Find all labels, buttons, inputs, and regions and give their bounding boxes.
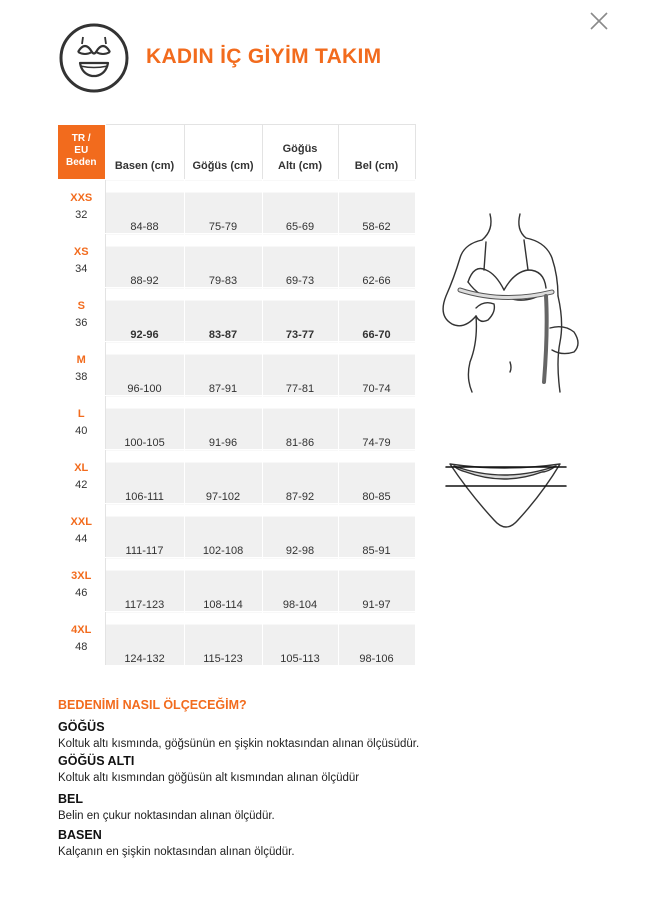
howto-desc: Koltuk altı kısmından göğüsün alt kısmından alınan ölçüdür (58, 772, 360, 784)
size-number: 36 (75, 317, 88, 329)
size-code: M (76, 354, 86, 366)
howto-item-gogus-alti (58, 754, 359, 784)
size-number: 38 (75, 371, 88, 383)
size-cell (58, 288, 105, 342)
size-number: 44 (75, 533, 88, 545)
basen-value: 92-96 (105, 288, 184, 342)
gogus-value: 87-91 (184, 342, 262, 396)
gogus-alti-value: 92-98 (262, 504, 338, 558)
howto-desc: Belin en çukur noktasından alınan ölçüdür. (58, 810, 275, 822)
size-number: 32 (75, 209, 88, 221)
howto-heading: BASEN (58, 828, 102, 842)
gogus-column-header: Göğüs (cm) (184, 125, 262, 180)
gogus-alti-value: 87-92 (262, 450, 338, 504)
gogus-value: 91-96 (184, 396, 262, 450)
basen-value: 124-132 (105, 612, 184, 666)
size-cell (58, 504, 105, 558)
close-button[interactable] (586, 8, 612, 34)
close-icon (586, 8, 612, 34)
gogus-alti-value: 98-104 (262, 558, 338, 612)
bel-value: 70-74 (338, 342, 415, 396)
size-code: XXS (70, 192, 93, 204)
basen-value: 88-92 (105, 234, 184, 288)
bel-value: 98-106 (338, 612, 415, 666)
size-number: 48 (75, 641, 88, 653)
table-header-row (58, 125, 415, 180)
howto-item-bel (58, 792, 275, 822)
size-code: L (77, 408, 85, 420)
bel-value: 74-79 (338, 396, 415, 450)
table-row (58, 234, 415, 288)
table-row (58, 180, 415, 234)
size-cell (58, 180, 105, 234)
gogus-alti-column-header: Göğüs Altı (cm) (262, 125, 338, 180)
gogus-alti-value: 105-113 (262, 612, 338, 666)
bel-value: 85-91 (338, 504, 415, 558)
size-chart-table (58, 124, 416, 666)
gogus-alti-value: 77-81 (262, 342, 338, 396)
bel-column-header: Bel (cm) (338, 125, 415, 180)
size-number: 34 (75, 263, 88, 275)
size-cell (58, 342, 105, 396)
gogus-value: 83-87 (184, 288, 262, 342)
size-code: XXL (70, 516, 92, 528)
basen-value: 111-117 (105, 504, 184, 558)
table-row (58, 342, 415, 396)
size-code: S (77, 300, 85, 312)
gogus-alti-value: 65-69 (262, 180, 338, 234)
gogus-value: 97-102 (184, 450, 262, 504)
howto-item-gogus (58, 720, 419, 750)
gogus-value: 75-79 (184, 180, 262, 234)
howto-heading: GÖĞÜS ALTI (58, 754, 135, 768)
size-cell (58, 450, 105, 504)
lingerie-set-icon (58, 22, 130, 94)
table-row (58, 612, 415, 666)
how-to-measure-title: BEDENİMİ NASIL ÖLÇECEĞİM? (58, 698, 247, 712)
table-row (58, 288, 415, 342)
panty-measurement-illustration (444, 458, 568, 538)
gogus-value: 102-108 (184, 504, 262, 558)
size-column-header: TR / EU Beden (58, 125, 105, 180)
howto-item-basen (58, 828, 295, 858)
size-cell (58, 396, 105, 450)
gogus-value: 79-83 (184, 234, 262, 288)
basen-value: 84-88 (105, 180, 184, 234)
size-cell (58, 234, 105, 288)
gogus-alti-value: 69-73 (262, 234, 338, 288)
size-number: 40 (75, 425, 88, 437)
basen-value: 96-100 (105, 342, 184, 396)
size-code: XL (74, 462, 89, 474)
howto-desc: Koltuk altı kısmında, göğsünün en şişkin noktasından alınan ölçüsüdür. (58, 738, 420, 750)
table-row (58, 558, 415, 612)
basen-value: 100-105 (105, 396, 184, 450)
howto-heading: GÖĞÜS (58, 720, 105, 734)
size-number: 42 (75, 479, 88, 491)
gogus-alti-value: 73-77 (262, 288, 338, 342)
size-code: XS (73, 246, 89, 258)
bel-value: 58-62 (338, 180, 415, 234)
bel-value: 66-70 (338, 288, 415, 342)
basen-value: 106-111 (105, 450, 184, 504)
gogus-value: 108-114 (184, 558, 262, 612)
bel-value: 80-85 (338, 450, 415, 504)
size-code: 4XL (71, 624, 92, 636)
howto-heading: BEL (58, 792, 83, 806)
bel-value: 62-66 (338, 234, 415, 288)
table-row (58, 450, 415, 504)
bel-value: 91-97 (338, 558, 415, 612)
basen-column-header: Basen (cm) (105, 125, 184, 180)
table-row (58, 396, 415, 450)
howto-desc: Kalçanın en şişkin noktasından alınan ölçüdür. (58, 846, 295, 858)
size-cell (58, 612, 105, 666)
page-title: KADIN İÇ GİYİM TAKIM (146, 45, 382, 68)
size-cell (58, 558, 105, 612)
size-code: 3XL (71, 570, 92, 582)
bust-measurement-illustration (424, 212, 584, 397)
basen-value: 117-123 (105, 558, 184, 612)
gogus-alti-value: 81-86 (262, 396, 338, 450)
gogus-value: 115-123 (184, 612, 262, 666)
table-row (58, 504, 415, 558)
size-number: 46 (75, 587, 88, 599)
